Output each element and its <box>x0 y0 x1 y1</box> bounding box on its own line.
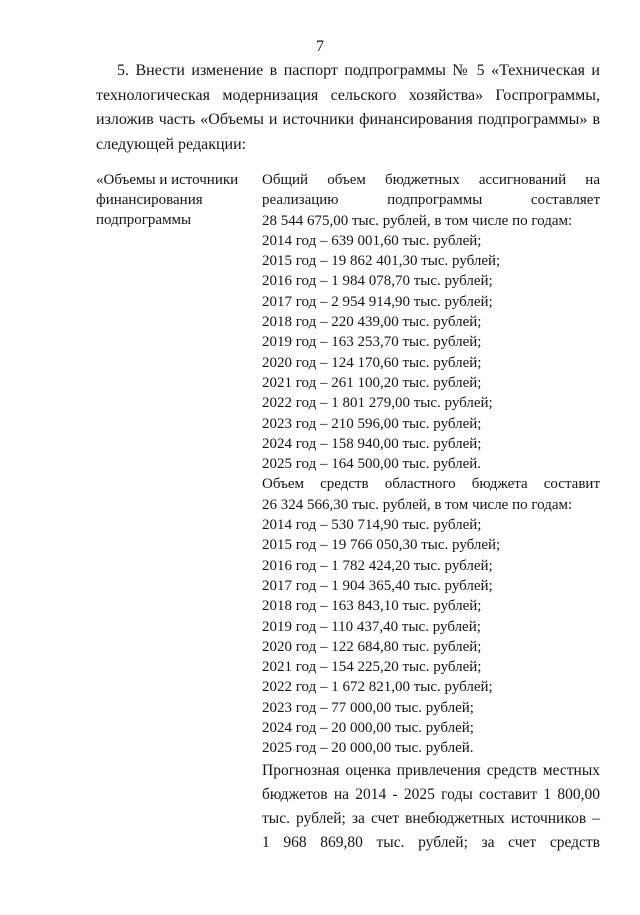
intro-line: следующей редакции: <box>96 135 247 153</box>
forecast-paragraph <box>262 759 600 855</box>
regional-year-list <box>262 515 600 759</box>
forecast-line: бюджетов на 2014 - 2025 годы составит 1 800,00 <box>262 785 600 803</box>
total-year-item: 2022 год – 1 801 279,00 тыс. рублей; <box>262 395 493 412</box>
total-year-item: 2018 год – 220 439,00 тыс. рублей; <box>262 314 482 331</box>
total-line: 28 544 675,00 тыс. рублей, в том числе по годам: <box>262 212 573 229</box>
total-year-item: 2016 год – 1 984 078,70 тыс. рублей; <box>262 273 493 290</box>
intro-line: 5. Внести изменение в паспорт подпрограммы № 5 «Техническая и <box>117 62 600 79</box>
regional-year-item: 2024 год – 20 000,00 тыс. рублей; <box>262 720 474 737</box>
intro-line: технологическая модернизация сельского хозяйства» Госпрограммы, <box>96 86 600 104</box>
section-label-line: подпрограммы <box>96 212 192 228</box>
section-label-line: финансирования <box>96 192 203 208</box>
forecast-line: Прогнозная оценка привлечения средств местных <box>262 761 600 779</box>
regional-year-item: 2021 год – 154 225,20 тыс. рублей; <box>262 659 482 676</box>
intro-line: изложив часть «Объемы и источники финансирования подпрограммы» в <box>96 111 600 128</box>
total-year-item: 2014 год – 639 001,60 тыс. рублей; <box>262 232 482 249</box>
regional-year-item: 2015 год – 19 766 050,30 тыс. рублей; <box>262 537 501 554</box>
regional-year-item: 2018 год – 163 843,10 тыс. рублей; <box>262 598 482 615</box>
total-year-item: 2020 год – 124 170,60 тыс. рублей; <box>262 354 482 371</box>
regional-year-item: 2020 год – 122 684,80 тыс. рублей; <box>262 638 482 655</box>
section-label <box>96 170 256 230</box>
total-year-item: 2024 год – 158 940,00 тыс. рублей; <box>262 435 482 452</box>
total-year-item: 2021 год – 261 100,20 тыс. рублей; <box>262 374 482 391</box>
section-label-line: «Объемы и источники <box>96 172 239 188</box>
regional-year-item: 2025 год – 20 000,00 тыс. рублей. <box>262 740 474 757</box>
regional-line: 26 324 566,30 тыс. рублей, в том числе по годам: <box>262 496 573 513</box>
total-year-item: 2023 год – 210 596,00 тыс. рублей; <box>262 415 482 432</box>
regional-year-item: 2014 год – 530 714,90 тыс. рублей; <box>262 517 482 534</box>
regional-year-item: 2017 год – 1 904 365,40 тыс. рублей; <box>262 577 493 594</box>
total-line: реализацию подпрограммы составляет <box>262 192 600 209</box>
total-year-item: 2019 год – 163 253,70 тыс. рублей; <box>262 334 482 351</box>
forecast-line: 1 968 869,80 тыс. рублей; за счет средств <box>262 833 600 851</box>
financing-details <box>262 170 600 855</box>
total-year-item: 2015 год – 19 862 401,30 тыс. рублей; <box>262 253 501 270</box>
regional-year-item: 2022 год – 1 672 821,00 тыс. рублей; <box>262 679 493 696</box>
total-year-list <box>262 231 600 475</box>
regional-line: Объем средств областного бюджета составит <box>262 476 600 493</box>
regional-year-item: 2023 год – 77 000,00 тыс. рублей; <box>262 699 474 716</box>
total-line: Общий объем бюджетных ассигнований на <box>262 172 600 188</box>
total-year-item: 2025 год – 164 500,00 тыс. рублей. <box>262 456 482 473</box>
forecast-line: тыс. рублей; за счет внебюджетных источников – <box>262 809 600 827</box>
intro-paragraph <box>96 59 600 157</box>
regional-year-item: 2016 год – 1 782 424,20 тыс. рублей; <box>262 557 493 574</box>
regional-year-item: 2019 год – 110 437,40 тыс. рублей; <box>262 618 481 635</box>
page-number: 7 <box>316 38 324 55</box>
total-year-item: 2017 год – 2 954 914,90 тыс. рублей; <box>262 293 493 310</box>
